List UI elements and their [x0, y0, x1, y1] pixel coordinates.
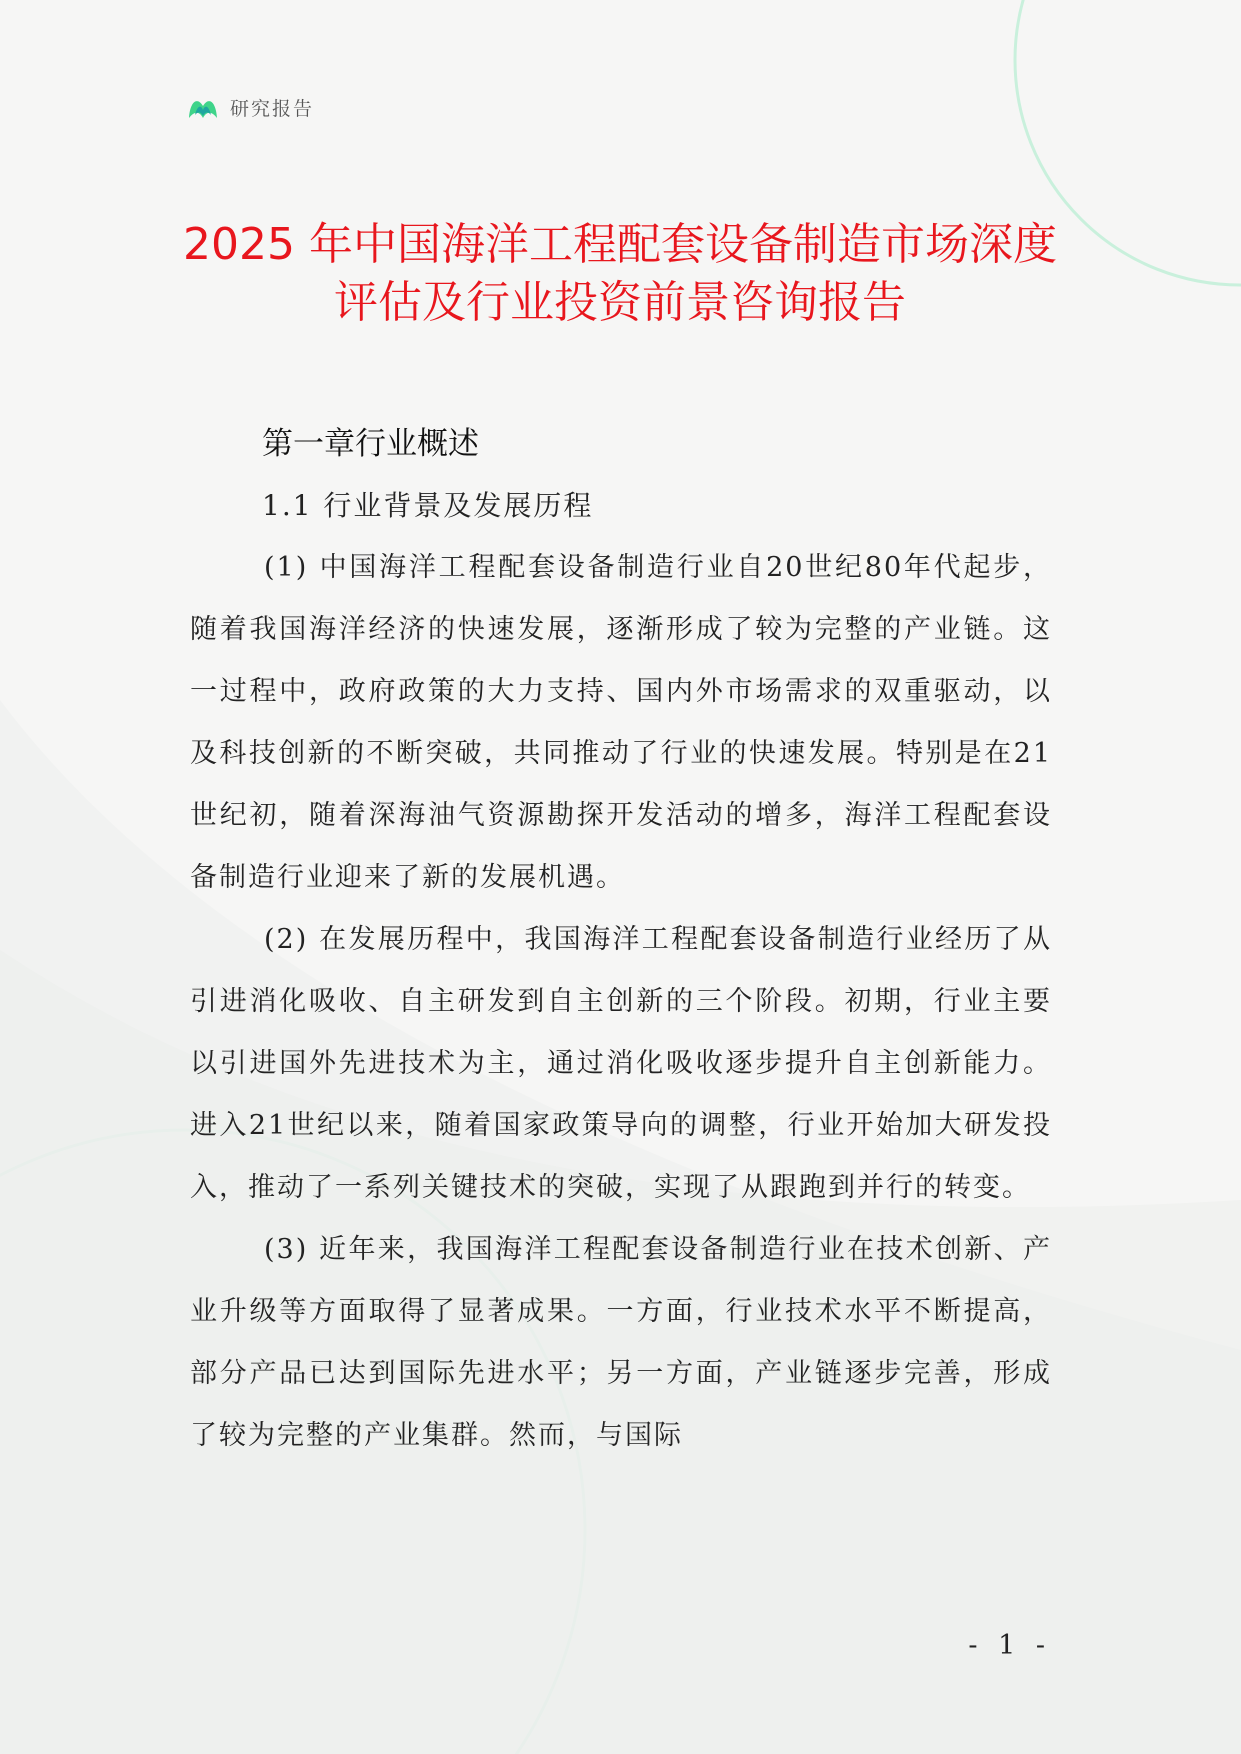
paragraph: (1) 中国海洋工程配套设备制造行业自20世纪80年代起步，随着我国海洋经济的快速发展，逐渐形成了较为完整的产业链。这一过程中，政府政策的大力支持、国内外市场需求的双重驱动，以及科技创新的不断突破，共同推动了行业的快速发展。特别是在21世纪初，随着深海油气资源勘探开发活动的增多，海洋工程配套设备制造行业迎来了新的发展机遇。	[190, 552, 1052, 893]
leaf-m-logo-icon	[186, 90, 220, 124]
section-heading: 1.1 行业背景及发展历程	[262, 489, 594, 522]
paragraph: (2) 在发展历程中，我国海洋工程配套设备制造行业经历了从引进消化吸收、自主研发到自主创新的三个阶段。初期，行业主要以引进国外先进技术为主，通过消化吸收逐步提升自主创新能力。进入21世纪以来，随着国家政策导向的调整，行业开始加大研发投入，推动了一系列关键技术的突破，实现了从跟跑到并行的转变。	[190, 924, 1052, 1203]
header-brand	[186, 90, 314, 124]
brand-text: 研究报告	[230, 97, 315, 120]
page-number: - 1 -	[968, 1630, 1051, 1661]
body-text	[190, 537, 1052, 1467]
paragraph: (3) 近年来，我国海洋工程配套设备制造行业在技术创新、产业升级等方面取得了显著成果。一方面，行业技术水平不断提高，部分产品已达到国际先进水平；另一方面，产业链逐步完善，形成了较为完整的产业集群。然而，与国际	[190, 1234, 1052, 1451]
chapter-heading: 第一章行业概述	[262, 426, 479, 462]
report-title: 2025 年中国海洋工程配套设备制造市场深度评估及行业投资前景咨询报告	[183, 219, 1057, 328]
